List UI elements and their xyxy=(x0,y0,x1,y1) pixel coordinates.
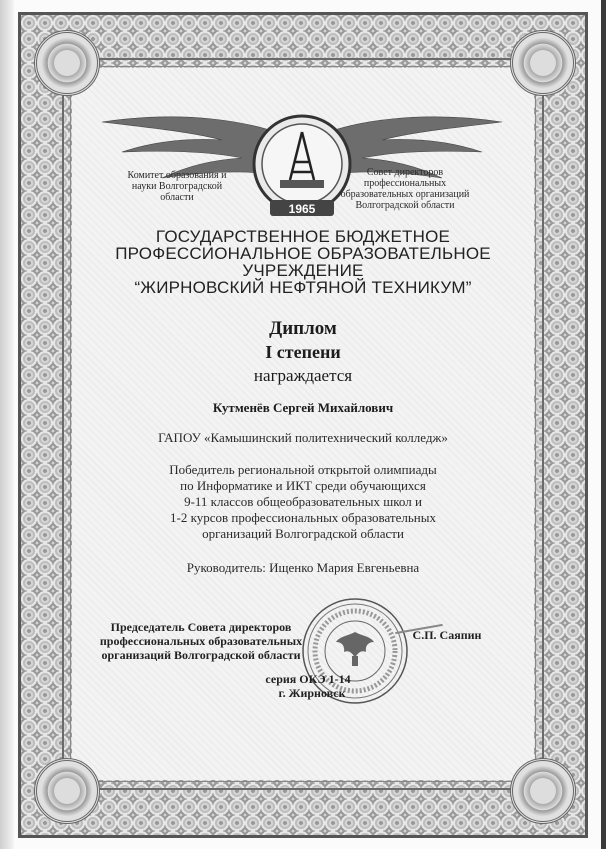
corner-ornament-bottom-right xyxy=(510,758,576,824)
double-headed-eagle-icon xyxy=(336,632,374,666)
corner-ornament-bottom-left xyxy=(34,758,100,824)
scan-left-edge xyxy=(0,0,14,849)
series-number: серия ОКЭ 1-14 xyxy=(265,672,351,686)
left-org-line: Комитет образования и xyxy=(127,170,227,181)
description-line: по Информатике и ИКТ среди обучающихся xyxy=(180,478,426,493)
award-description xyxy=(96,462,510,542)
institution-line: ПРОФЕССИОНАЛЬНОЕ ОБРАЗОВАТЕЛЬНОЕ xyxy=(115,244,491,263)
diploma-title: Диплом xyxy=(269,318,337,339)
position-line: организаций Волгоградской области xyxy=(101,648,301,662)
right-org-line: Волгоградской области xyxy=(355,200,455,211)
diploma-degree: I степени xyxy=(265,342,341,362)
left-organization xyxy=(112,170,242,203)
right-org-line: Совет директоров xyxy=(366,167,444,178)
supervisor: Руководитель: Ищенко Мария Евгеньевна xyxy=(186,560,420,575)
right-organization xyxy=(340,167,470,211)
right-org-line: профессиональных xyxy=(363,178,447,189)
signatory-name: С.П. Саяпин xyxy=(412,628,482,642)
description-line: Победитель региональной открытой олимпиады xyxy=(169,462,437,477)
oil-derrick-emblem-icon xyxy=(254,116,350,216)
recipient-name: Кутменёв Сергей Михайлович xyxy=(212,400,394,415)
right-org-line: образовательных организаций xyxy=(340,189,470,200)
emblem-year: 1965 xyxy=(288,202,316,216)
institution-line: “ЖИРНОВСКИЙ НЕФТЯНОЙ ТЕХНИКУМ” xyxy=(134,278,472,297)
corner-ornament-top-right xyxy=(510,30,576,96)
description-line: 1-2 курсов профессиональных образовательных xyxy=(170,510,436,525)
institution-name xyxy=(96,228,510,296)
institution-line: УЧРЕЖДЕНИЕ xyxy=(242,261,364,280)
city: г. Жирновск xyxy=(278,686,346,700)
left-org-line: науки Волгоградской xyxy=(131,181,223,192)
scan-right-edge xyxy=(601,0,606,849)
description-line: организаций Волгоградской области xyxy=(202,526,404,541)
position-line: Председатель Совета директоров xyxy=(110,620,292,634)
corner-ornament-top-left xyxy=(34,30,100,96)
institution-line: ГОСУДАРСТВЕННОЕ БЮДЖЕТНОЕ xyxy=(155,227,451,246)
description-line: 9-11 классов общеобразовательных школ и xyxy=(184,494,422,509)
position-line: профессиональных образовательных xyxy=(99,634,303,648)
signatory-position xyxy=(96,620,306,662)
recipient-organization: ГАПОУ «Камышинский политехнический колледж» xyxy=(158,430,448,445)
awarded-label: награждается xyxy=(253,366,353,385)
left-org-line: области xyxy=(160,192,194,203)
